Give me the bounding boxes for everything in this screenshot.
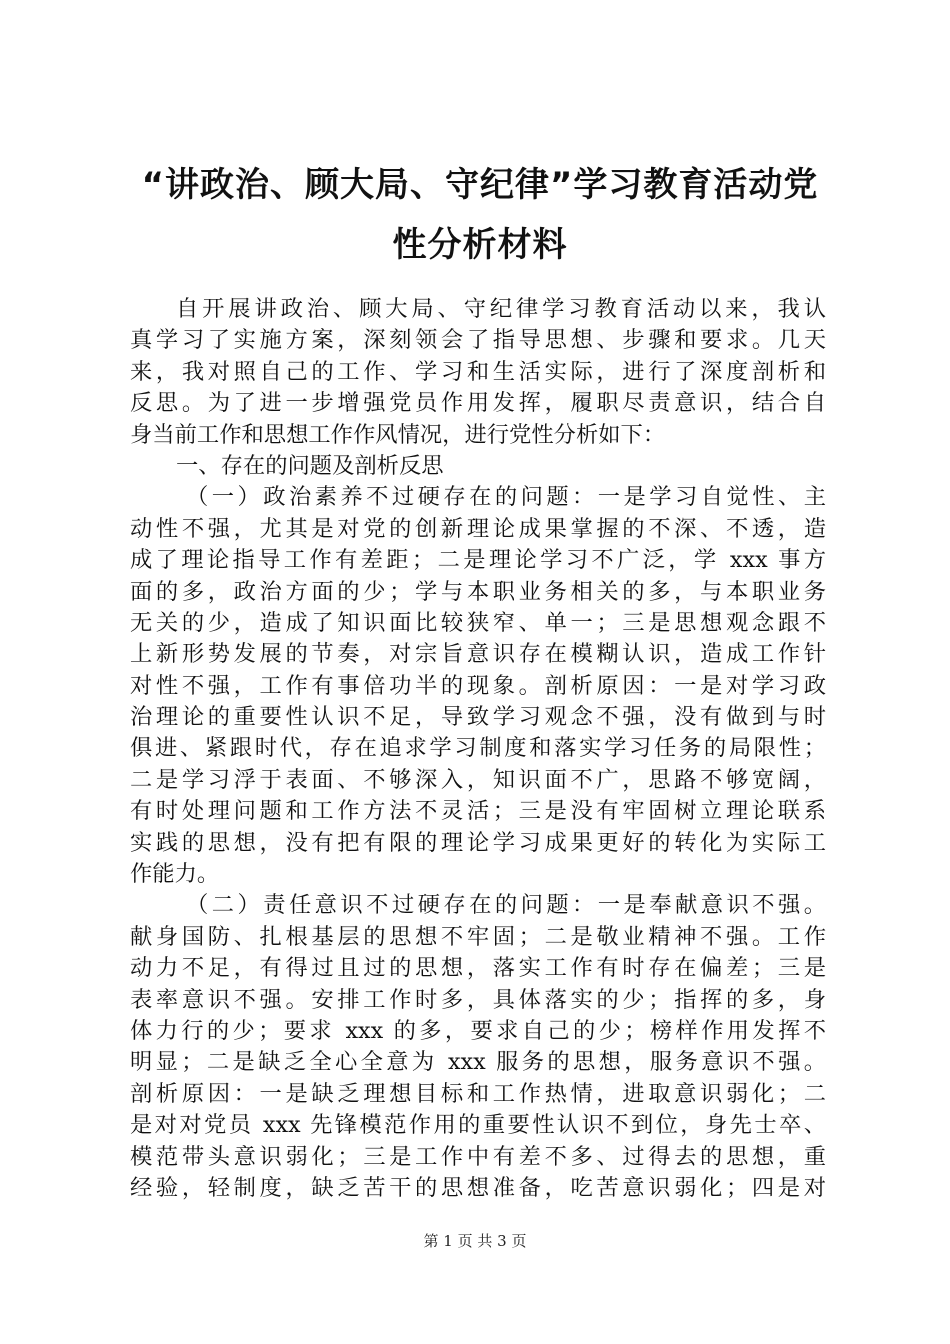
title-line-2: 性分析材料 [392,225,568,265]
paragraph-line: 二是学习浮于表面、不够深入，知识面不广，思路不够宽阔， [130,766,826,793]
document-body [130,294,826,1204]
paragraph-line: 动性不强，尤其是对党的创新理论成果掌握的不深、不透，造 [130,515,826,542]
paragraph-line: 反思。为了进一步增强党员作用发挥，履职尽责意识，结合自 [130,390,826,417]
title-line-1: “讲政治、顾大局、守纪律”学习教育活动党 [141,165,819,205]
paragraph-line: 献身国防、扎根基层的思想不牢固；二是敬业精神不强。工作 [130,923,826,950]
paragraph-line: 自开展讲政治、顾大局、守纪律学习教育活动以来，我认 [176,296,826,322]
paragraph-line: 剖析原因：一是缺乏理想目标和工作热情，进取意识弱化；二 [130,1080,826,1107]
paragraph-line: （一）政治素养不过硬存在的问题：一是学习自觉性、主 [186,484,826,511]
paragraph-line: 体力行的少；要求 xxx 的多，要求自己的少；榜样作用发挥不 [130,1017,826,1044]
paragraph-line: 明显；二是缺乏全心全意为 xxx 服务的思想，服务意识不强。 [130,1049,826,1076]
paragraph-line: 俱进、紧跟时代，存在追求学习制度和落实学习任务的局限性； [130,735,826,762]
paragraph-line: 上新形势发展的节奏，对宗旨意识存在模糊认识，造成工作针 [130,641,826,668]
section-heading: 一、存在的问题及剖析反思 [176,452,444,479]
paragraph-line: 来，我对照自己的工作、学习和生活实际，进行了深度剖析和 [130,358,826,385]
document-title [100,155,860,275]
paragraph-line: 实践的思想，没有把有限的理论学习成果更好的转化为实际工 [130,829,826,856]
paragraph-line: 经验，轻制度，缺乏苦干的思想准备，吃苦意识弱化；四是对 [130,1174,826,1201]
paragraph-line: 表率意识不强。安排工作时多，具体落实的少；指挥的多，身 [130,986,826,1013]
paragraph-line: 成了理论指导工作有差距；二是理论学习不广泛，学 xxx 事方 [130,547,826,574]
paragraph-line: 面的多，政治方面的少；学与本职业务相关的多，与本职业务 [130,578,826,605]
paragraph-line: 有时处理问题和工作方法不灵活；三是没有牢固树立理论联系 [130,798,826,825]
paragraph-line: 对性不强，工作有事倍功半的现象。剖析原因：一是对学习政 [130,672,826,699]
paragraph-line: 真学习了实施方案，深刻领会了指导思想、步骤和要求。几天 [130,327,826,354]
paragraph-line: （二）责任意识不过硬存在的问题：一是奉献意识不强。 [186,892,826,919]
paragraph-line: 模范带头意识弱化；三是工作中有差不多、过得去的思想，重 [130,1143,826,1170]
paragraph-line: 作能力。 [130,861,220,888]
paragraph-line: 是对对党员 xxx 先锋模范作用的重要性认识不到位，身先士卒、 [130,1112,826,1139]
paragraph-line: 无关的少，造成了知识面比较狭窄、单一；三是思想观念跟不 [130,609,826,636]
paragraph-line: 动力不足，有得过且过的思想，落实工作有时存在偏差；三是 [130,955,826,982]
paragraph-line: 身当前工作和思想工作作风情况，进行党性分析如下： [130,421,666,448]
paragraph-line: 治理论的重要性认识不足，导致学习观念不强，没有做到与时 [130,704,826,731]
page-footer: 第 1 页 共 3 页 [423,1232,527,1250]
